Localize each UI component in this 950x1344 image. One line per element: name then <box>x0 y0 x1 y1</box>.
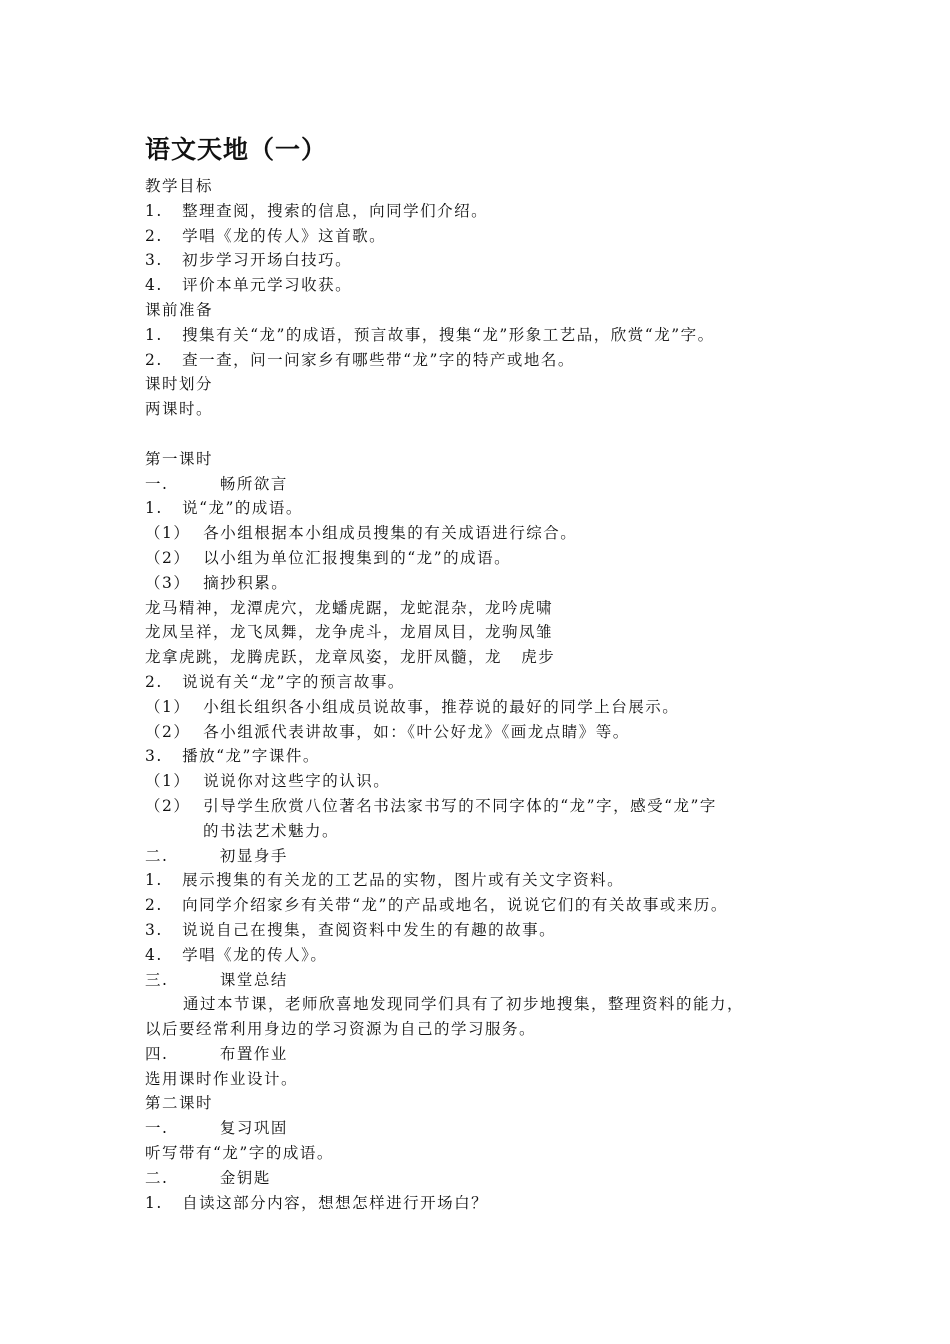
lesson1-item2-sub: （2） 各小组派代表讲故事，如：《叶公好龙》《画龙点睛》等。 <box>145 722 630 741</box>
prep-item: 2. 查一查，问一问家乡有哪些带“龙”字的特产或地名。 <box>145 350 575 369</box>
goals-heading: 教学目标 <box>145 177 214 195</box>
lesson1-part1: 一. 畅所欲言 <box>145 474 288 493</box>
lesson1-item3-sub: （1） 说说你对这些字的认识。 <box>145 772 391 791</box>
blank-line <box>145 422 825 447</box>
lesson1-part2: 二. 初显身手 <box>145 846 288 865</box>
homework-text: 选用课时作业设计。 <box>145 1069 299 1088</box>
lesson1-heading: 第一课时 <box>145 449 214 468</box>
prep-heading: 课前准备 <box>145 300 214 319</box>
document-page <box>145 131 825 1215</box>
prep-item: 1. 搜集有关“龙”的成语，预言故事，搜集“龙”形象工艺品，欣赏“龙”字。 <box>145 325 715 344</box>
goal-item: 3. 初步学习开场白技巧。 <box>145 251 353 270</box>
idiom-line: 龙拿虎跳，龙腾虎跃，龙章凤姿，龙肝凤髓，龙 虎步 <box>145 648 556 667</box>
goal-item: 1. 整理查阅，搜索的信息，向同学们介绍。 <box>145 201 489 220</box>
goal-item: 4. 评价本单元学习收获。 <box>145 276 353 295</box>
goal-item: 2. 学唱《龙的传人》这首歌。 <box>145 226 387 245</box>
lesson1-item1-sub: （2） 以小组为单位汇报搜集到的“龙”的成语。 <box>145 548 512 567</box>
lesson1-part2-item: 2. 向同学介绍家乡有关带“龙”的产品或地名，说说它们的有关故事或来历。 <box>145 896 728 915</box>
lesson1-part2-item: 1. 展示搜集的有关龙的工艺品的实物，图片或有关文字资料。 <box>145 871 625 890</box>
lesson1-part2-item: 3. 说说自己在搜集，查阅资料中发生的有趣的故事。 <box>145 920 557 939</box>
lesson1-item1-sub: （3） 摘抄积累。 <box>145 573 289 592</box>
lesson1-item2: 2. 说说有关“龙”字的预言故事。 <box>145 672 405 691</box>
lesson1-item3: 3. 播放“龙”字课件。 <box>145 747 320 766</box>
summary-line: 通过本节课，老师欣喜地发现同学们具有了初步地搜集，整理资料的能力， <box>183 995 745 1014</box>
lesson1-part3: 三. 课堂总结 <box>145 970 288 989</box>
page-title: 语文天地（一） <box>145 135 328 164</box>
lesson1-item2-sub: （1） 小组长组织各小组成员说故事，推荐说的最好的同学上台展示。 <box>145 697 680 716</box>
lesson2-item1: 1. 自读这部分内容，想想怎样进行开场白？ <box>145 1193 489 1212</box>
lesson1-item3-sub-continuation: 的书法艺术魅力。 <box>203 821 340 840</box>
lesson1-part2-item: 4. 学唱《龙的传人》。 <box>145 945 328 964</box>
summary-line: 以后要经常利用身边的学习资源为自己的学习服务。 <box>145 1020 537 1039</box>
lesson2-part1: 一. 复习巩固 <box>145 1119 288 1138</box>
idiom-line: 龙马精神，龙潭虎穴，龙蟠虎踞，龙蛇混杂，龙吟虎啸 <box>145 598 554 617</box>
lesson2-heading: 第二课时 <box>145 1094 214 1113</box>
period-value: 两课时。 <box>145 400 214 419</box>
lesson2-review: 听写带有“龙”字的成语。 <box>145 1144 334 1163</box>
lesson1-part4: 四. 布置作业 <box>145 1044 288 1063</box>
period-heading: 课时划分 <box>145 375 214 394</box>
lesson1-item1-sub: （1） 各小组根据本小组成员搜集的有关成语进行综合。 <box>145 524 578 543</box>
lesson2-part2: 二. 金钥匙 <box>145 1168 271 1187</box>
lesson1-item1: 1. 说“龙”的成语。 <box>145 499 303 518</box>
lesson1-item3-sub: （2） 引导学生欣赏八位著名书法家书写的不同字体的“龙”字，感受“龙”字 <box>145 796 717 815</box>
idiom-line: 龙凤呈祥，龙飞凤舞，龙争虎斗，龙眉凤目，龙驹凤雏 <box>145 623 554 642</box>
